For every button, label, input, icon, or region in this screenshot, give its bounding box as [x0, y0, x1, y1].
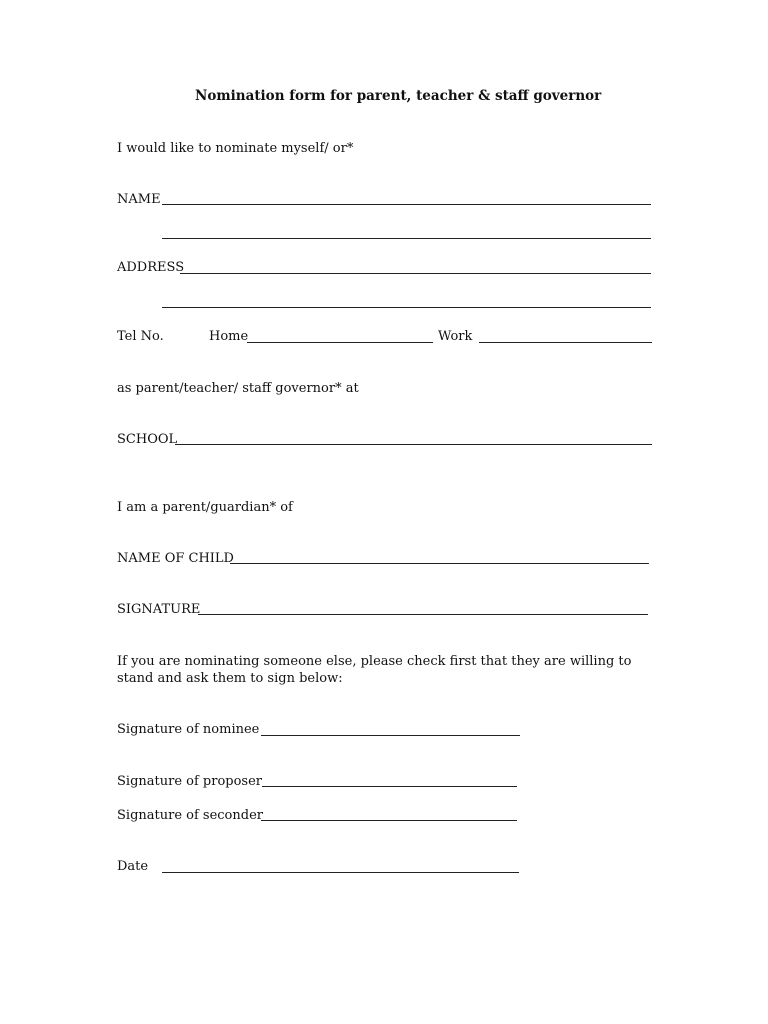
work-phone-field-line[interactable]	[479, 342, 652, 343]
signature-field-line[interactable]	[198, 614, 648, 615]
home-label: Home	[209, 329, 249, 344]
role-statement: as parent/teacher/ staff governor* at	[117, 381, 359, 396]
form-title: Nomination form for parent, teacher & staff governor	[195, 88, 602, 104]
nominee-signature-field-line[interactable]	[261, 735, 520, 736]
seconder-signature-label: Signature of seconder	[117, 808, 263, 823]
signature-label: SIGNATURE	[117, 602, 201, 617]
date-field-line[interactable]	[162, 872, 519, 873]
address-field-line-2[interactable]	[162, 307, 651, 308]
nominee-signature-label: Signature of nominee	[117, 722, 260, 737]
proposer-signature-field-line[interactable]	[262, 786, 517, 787]
work-label: Work	[438, 329, 473, 344]
intro-text: I would like to nominate myself/ or*	[117, 141, 354, 156]
name-field-line-1[interactable]	[162, 204, 651, 205]
instruction-line-1: If you are nominating someone else, please check first that they are willing to	[117, 654, 632, 669]
child-name-label: NAME OF CHILD	[117, 551, 234, 566]
name-label: NAME	[117, 192, 161, 207]
parent-statement: I am a parent/guardian* of	[117, 500, 293, 515]
school-label: SCHOOL	[117, 432, 178, 447]
child-name-field-line[interactable]	[230, 563, 649, 564]
tel-label: Tel No.	[117, 329, 164, 344]
home-phone-field-line[interactable]	[247, 342, 433, 343]
name-field-line-2[interactable]	[162, 238, 651, 239]
date-label: Date	[117, 859, 149, 874]
school-field-line[interactable]	[175, 444, 652, 445]
proposer-signature-label: Signature of proposer	[117, 774, 263, 789]
seconder-signature-field-line[interactable]	[261, 820, 517, 821]
address-field-line-1[interactable]	[180, 273, 651, 274]
address-label: ADDRESS	[117, 260, 185, 275]
instruction-line-2: stand and ask them to sign below:	[117, 671, 343, 686]
